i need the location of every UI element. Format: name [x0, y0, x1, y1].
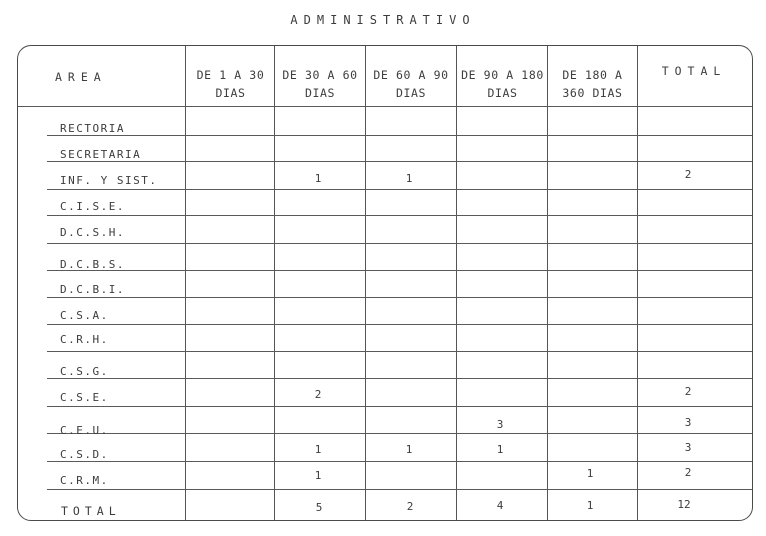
cell-30-60: 2	[314, 388, 322, 401]
area-label: C.R.H.	[60, 333, 109, 346]
header-col1-line2: DIAS	[215, 86, 246, 100]
cell-60-90: 1	[405, 172, 413, 185]
row-rule	[47, 351, 752, 352]
col-divider	[185, 46, 186, 520]
area-label: C.S.A.	[60, 309, 109, 322]
col-divider	[274, 46, 275, 520]
totals-rule	[47, 489, 752, 490]
totals-label: TOTAL	[61, 504, 121, 518]
area-label: C.I.S.E.	[60, 200, 125, 213]
cell-60-90: 1	[405, 443, 413, 456]
cell-30-60: 1	[314, 443, 322, 456]
grand-total: 12	[677, 498, 691, 511]
header-total: TOTAL	[661, 64, 727, 78]
header-col5-line1: DE 180 A	[562, 68, 623, 82]
row-rule	[47, 324, 752, 325]
cell-total: 3	[684, 416, 692, 429]
cell-90-180: 1	[496, 443, 504, 456]
header-rule	[18, 106, 752, 107]
header-col2-line1: DE 30 A 60	[282, 68, 358, 82]
area-label: C.E.U.	[60, 424, 109, 437]
row-rule	[47, 433, 752, 434]
row-rule	[47, 461, 752, 462]
cell-total: 2	[684, 385, 692, 398]
total-30-60: 5	[315, 501, 323, 514]
area-label: SECRETARIA	[60, 148, 142, 161]
area-label: C.R.M.	[60, 474, 109, 487]
cell-total: 3	[684, 441, 692, 454]
header-col1	[187, 66, 274, 102]
header-col2	[276, 66, 364, 102]
header-col2-line2: DIAS	[304, 86, 336, 100]
row-rule	[47, 270, 752, 271]
cell-total: 2	[684, 466, 692, 479]
area-label: C.S.E.	[60, 391, 109, 404]
cell-30-60: 1	[314, 172, 322, 185]
table-frame	[17, 45, 753, 521]
total-60-90: 2	[406, 500, 414, 513]
cell-total: 2	[684, 168, 692, 181]
area-label: D.C.B.S.	[60, 258, 125, 271]
header-col5-line2: 360 DIAS	[562, 86, 623, 100]
row-rule	[47, 406, 752, 407]
total-90-180: 4	[496, 499, 504, 512]
header-col4-line1: DE 90 A 180	[461, 68, 544, 82]
col-divider	[456, 46, 457, 520]
area-label: C.S.D.	[60, 448, 109, 461]
row-rule	[47, 135, 752, 136]
total-180-360: 1	[586, 499, 594, 512]
row-rule	[47, 189, 752, 190]
cell-90-180: 3	[496, 418, 504, 431]
cell-180-360: 1	[586, 467, 594, 480]
header-col4-line2: DIAS	[487, 86, 518, 100]
header-area: AREA	[55, 70, 107, 84]
header-col4	[457, 66, 548, 102]
col-divider	[637, 46, 638, 520]
area-label: RECTORIA	[60, 122, 125, 135]
col-divider	[365, 46, 366, 520]
area-label: D.C.S.H.	[60, 226, 125, 239]
header-col3-line1: DE 60 A 90	[373, 68, 449, 82]
col-divider	[547, 46, 548, 520]
header-col3-line2: DIAS	[395, 86, 427, 100]
row-rule	[47, 378, 752, 379]
area-label: D.C.B.I.	[60, 283, 125, 296]
area-label: INF. Y SIST.	[60, 174, 158, 187]
header-col3	[366, 66, 456, 102]
page-title: ADMINISTRATIVO	[290, 13, 476, 27]
header-col5	[548, 66, 637, 102]
cell-30-60: 1	[314, 469, 322, 482]
row-rule	[47, 161, 752, 162]
header-col1-line1: DE 1 A 30	[196, 68, 265, 82]
area-label: C.S.G.	[60, 365, 109, 378]
row-rule	[47, 215, 752, 216]
row-rule	[47, 243, 752, 244]
row-rule	[47, 297, 752, 298]
